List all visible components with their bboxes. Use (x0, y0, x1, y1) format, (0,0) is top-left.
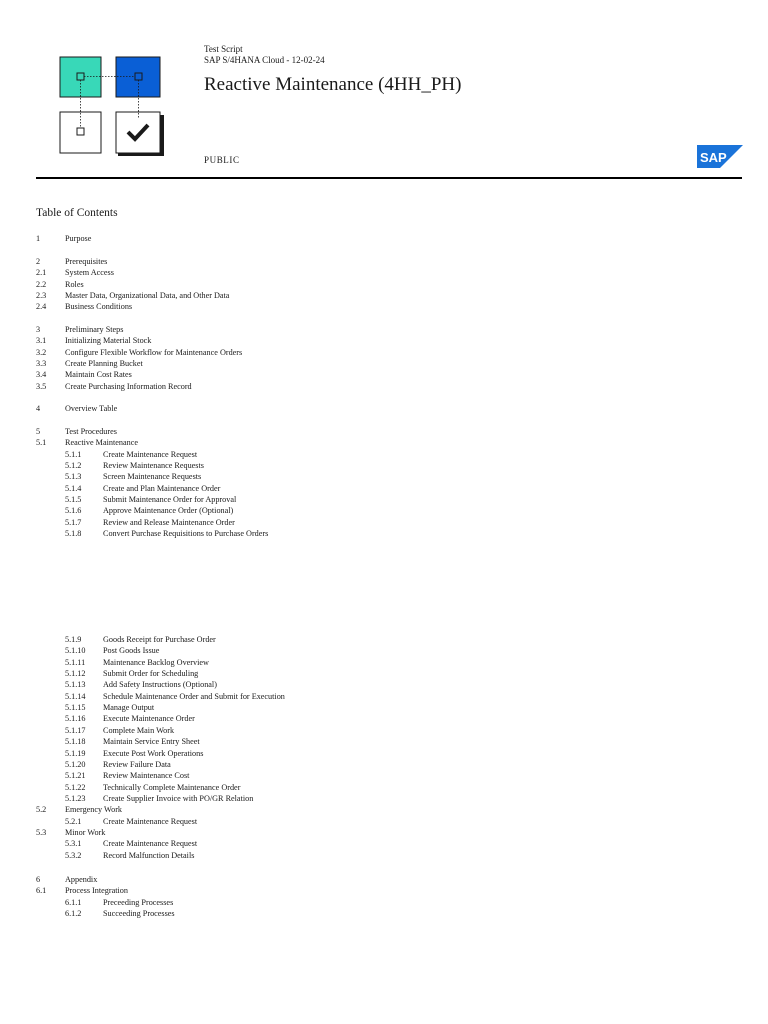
toc-entry-title: Test Procedures (65, 427, 117, 436)
toc-entry-number: 6 (36, 875, 41, 884)
toc-entry-title: Goods Receipt for Purchase Order (103, 635, 216, 644)
toc-entry-number: 4 (36, 404, 41, 413)
toc-entry-title: Maintain Service Entry Sheet (103, 737, 200, 747)
toc-entry-number: 3 (36, 325, 41, 334)
toc-entry-title: Create Planning Bucket (65, 359, 143, 369)
toc-entry-title: Process Integration (65, 886, 128, 896)
toc-entry-number: 2 (36, 257, 41, 266)
toc-entry-number: 6.1.1 (65, 897, 82, 907)
toc-entry-number: 5.1.16 (65, 714, 86, 724)
document-type: Test Script (204, 44, 243, 54)
toc-entry-title: Review Failure Data (103, 759, 171, 769)
toc-entry-number: 5.1.15 (65, 703, 86, 713)
product-line: SAP S/4HANA Cloud - 12-02-24 (204, 55, 325, 65)
toc-entry-title: Record Malfunction Details (103, 850, 195, 860)
toc-entry-number: 6.1 (36, 886, 47, 896)
toc-entry-number: 5.1.10 (65, 646, 86, 656)
toc-entry-number: 3.1 (36, 336, 47, 346)
toc-entry-number: 5.1.5 (65, 495, 82, 505)
toc-entry-number: 3.4 (36, 370, 47, 380)
toc-entry-number: 5.3 (36, 827, 47, 837)
toc-entry-number: 5.1.23 (65, 793, 86, 803)
toc-entry-title: Submit Maintenance Order for Approval (103, 495, 237, 505)
toc-heading: Table of Contents (36, 207, 118, 219)
toc-entry-number: 5.1.4 (65, 483, 82, 493)
toc-entry-title: Master Data, Organizational Data, and Other Data (65, 291, 230, 301)
toc-entry-title: Approve Maintenance Order (Optional) (103, 506, 234, 516)
document-title: Reactive Maintenance (4HH_PH) (204, 74, 462, 95)
toc-entry-number: 2.3 (36, 291, 47, 301)
toc-entry-title: Convert Purchase Requisitions to Purchase Orders (103, 529, 269, 539)
toc-entry-number: 5.1.6 (65, 506, 82, 516)
toc-entry-title: Post Goods Issue (103, 646, 160, 656)
toc-entry-number: 5.1.11 (65, 657, 86, 667)
toc-entry-number: 5.1.1 (65, 449, 82, 459)
toc-entry-title: Technically Complete Maintenance Order (103, 782, 241, 792)
toc-entry-title: Add Safety Instructions (Optional) (103, 680, 217, 690)
toc-entry-number: 5.1.21 (65, 771, 86, 781)
toc-entry-title: Execute Maintenance Order (103, 714, 195, 724)
toc-entry-title: Create Maintenance Request (103, 816, 198, 826)
toc-entry-title: Maintain Cost Rates (65, 370, 132, 380)
toc-entry-number: 5.1.8 (65, 529, 82, 539)
toc-entry-title: Complete Main Work (103, 725, 175, 735)
toc-entry-title: Initializing Material Stock (65, 336, 152, 346)
toc-entry-number: 5.3.2 (65, 850, 82, 860)
toc-entry-number: 5.1 (36, 438, 47, 448)
toc-entry-number: 5.1.3 (65, 472, 82, 482)
toc-entry-title: Schedule Maintenance Order and Submit for Execution (103, 691, 285, 701)
toc-entry-number: 2.2 (36, 279, 47, 289)
toc-entry-number: 5 (36, 427, 41, 436)
toc-entry-number: 5.1.7 (65, 517, 82, 527)
toc-entry-title: Create and Plan Maintenance Order (103, 483, 221, 493)
toc-entry-number: 6.1.2 (65, 909, 82, 919)
toc-entry-title: Create Maintenance Request (103, 449, 198, 459)
toc-entry-title: Create Maintenance Request (103, 839, 198, 849)
toc-entry-title: Preceeding Processes (103, 897, 174, 907)
toc-entry-number: 5.3.1 (65, 839, 82, 849)
toc-entry-title: Emergency Work (65, 805, 123, 815)
toc-entry-title: Overview Table (65, 404, 118, 413)
toc-entry-title: Appendix (65, 875, 98, 884)
toc-entry-title: Screen Maintenance Requests (103, 472, 202, 482)
toc-entry-number: 2.1 (36, 268, 47, 278)
toc-entry-number: 5.1.12 (65, 669, 86, 679)
toc-entry-number: 5.1.17 (65, 725, 86, 735)
toc-entry-title: Manage Output (103, 703, 155, 713)
toc-entry-title: Execute Post Work Operations (103, 748, 204, 758)
sap-logo-text: SAP (700, 150, 727, 165)
toc-entry-title: Prerequisites (65, 257, 108, 266)
toc-entry-number: 5.1.14 (65, 691, 86, 701)
toc-entry-number: 5.1.22 (65, 782, 86, 792)
toc-entry-title: Roles (65, 279, 84, 289)
toc-entry-number: 1 (36, 234, 41, 243)
toc-entry-title: Purpose (65, 234, 92, 243)
toc-entry-number: 3.3 (36, 359, 47, 369)
toc-entry-title: System Access (65, 268, 114, 278)
toc-entry-number: 5.2.1 (65, 816, 82, 826)
toc-entry-number: 5.2 (36, 805, 47, 815)
toc-entry-number: 2.4 (36, 302, 47, 312)
toc-entry-number: 3.2 (36, 347, 47, 357)
classification-label: PUBLIC (204, 155, 240, 165)
toc-entry-title: Review and Release Maintenance Order (103, 517, 235, 527)
toc-entry-title: Reactive Maintenance (65, 438, 138, 448)
toc-entry-title: Business Conditions (65, 302, 133, 312)
toc-entry-number: 5.1.19 (65, 748, 86, 758)
toc-entry-number: 5.1.9 (65, 635, 82, 644)
test-script-graphic (59, 56, 166, 158)
toc-entry-number: 5.1.13 (65, 680, 86, 690)
toc-entry-title: Maintenance Backlog Overview (103, 657, 209, 667)
toc-entry-title: Preliminary Steps (65, 325, 124, 334)
toc-entry-number: 5.1.18 (65, 737, 86, 747)
toc-entry-number: 5.1.2 (65, 461, 82, 471)
toc-entry-title: Succeeding Processes (103, 909, 175, 919)
toc-entry-title: Submit Order for Scheduling (103, 669, 199, 679)
sap-logo (697, 145, 743, 168)
toc-entry-title: Create Supplier Invoice with PO/GR Relation (103, 793, 254, 803)
toc-entry-title: Configure Flexible Workflow for Maintenance Orders (65, 347, 243, 357)
toc-entry-title: Create Purchasing Information Record (65, 381, 192, 391)
toc-entry-title: Minor Work (65, 827, 106, 837)
header-rule (36, 177, 742, 179)
toc-entry-number: 3.5 (36, 381, 47, 391)
toc-entry-title: Review Maintenance Cost (103, 771, 190, 781)
toc-entry-title: Review Maintenance Requests (103, 461, 204, 471)
toc-entry-number: 5.1.20 (65, 759, 86, 769)
